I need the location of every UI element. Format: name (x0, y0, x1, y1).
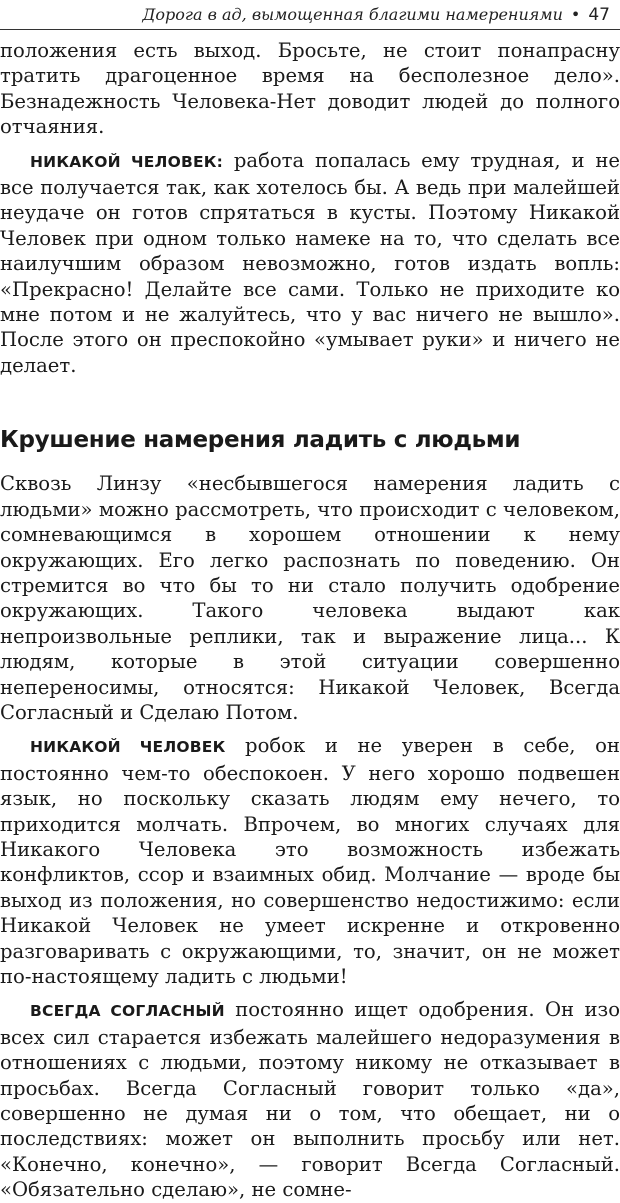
term-label: НИКАКОЙ ЧЕЛОВЕК (30, 738, 226, 757)
paragraph-text: работа попалась ему трудная, и не все получается так, как хотелось бы. А ведь при малейшей неудаче он готов спрятаться в кусты. Поэтому Никакой Человек при одном только намеке на то, что сделать все наилучшим образом невозможно, готов издать вопль: «Прекрасно! Делайте все сами. Только не приходите ко мне потом и не жалуйтесь, что у вас ничего не вышло». После этого он преспокойно «умывает руки» и ничего не делает. (0, 148, 620, 377)
header-bullet: • (570, 5, 581, 24)
running-title: Дорога в ад, вымощенная благими намерениями (142, 5, 563, 24)
page-number: 47 (588, 4, 610, 25)
paragraph-nikakoi-chelovek-work (0, 148, 620, 379)
paragraph-nikakoi-chelovek (0, 733, 620, 989)
section-heading: Крушение намерения ладить с людьми (0, 427, 521, 454)
term-label: ВСЕГДА СОГЛАСНЫЙ (30, 1002, 225, 1021)
running-header (0, 0, 620, 30)
paragraph-text: робок и не уверен в себе, он постоянно чем-то обеспокоен. У него хорошо подвешен язык, но поскольку сказать людям ему нечего, то приходится молчать. Впрочем, во многих случаях для Никакого Человека это возможность избежать конфликтов, ссор и взаимных обид. Молчание — вроде бы выход из положения, но совершенство недостижимо: если Никакой Человек не умеет искренне и откровенно разговаривать с окружающими, то, значит, он не может по-настоящему ладить с людьми! (0, 734, 620, 988)
paragraph-continuation (0, 38, 620, 140)
paragraph-vsegda-soglasny (0, 997, 620, 1202)
page-body (0, 38, 620, 1203)
paragraph-intro (0, 471, 620, 725)
term-label: НИКАКОЙ ЧЕЛОВЕК: (30, 152, 224, 171)
paragraph-text: Сквозь Линзу «несбывшегося намерения ладить с людьми» можно рассмотреть, что происходит с человеком, сомневающимся в хорошем отношении к нему окружающих. Его легко распознать по поведению. Он стремится во что бы то ни стало получить одобрение окружающих. Такого человека выдают как непроизвольные реплики, так и выражение лица... К людям, которые в этой ситуации совершенно непереносимы, относятся: Никакой Человек, Всегда Согласный и Сделаю Потом. (0, 472, 620, 724)
paragraph-text: положения есть выход. Бросьте, не стоит понапрасну тратить драгоценное время на бесполезное дело». Безнадежность Человека-Нет доводит людей до полного отчаяния. (0, 39, 620, 139)
paragraph-text: постоянно ищет одобрения. Он изо всех сил старается избежать малейшего недоразумения в отношениях с людьми, поэтому никому не отказывает в просьбах. Всегда Согласный говорит только «да», совершенно не думая ни о том, что обещает, ни о последствиях: может он выполнить просьбу или нет. «Конечно, конечно», — говорит Всегда Согласный. «Обязательно сделаю», не сомне- (0, 998, 620, 1202)
